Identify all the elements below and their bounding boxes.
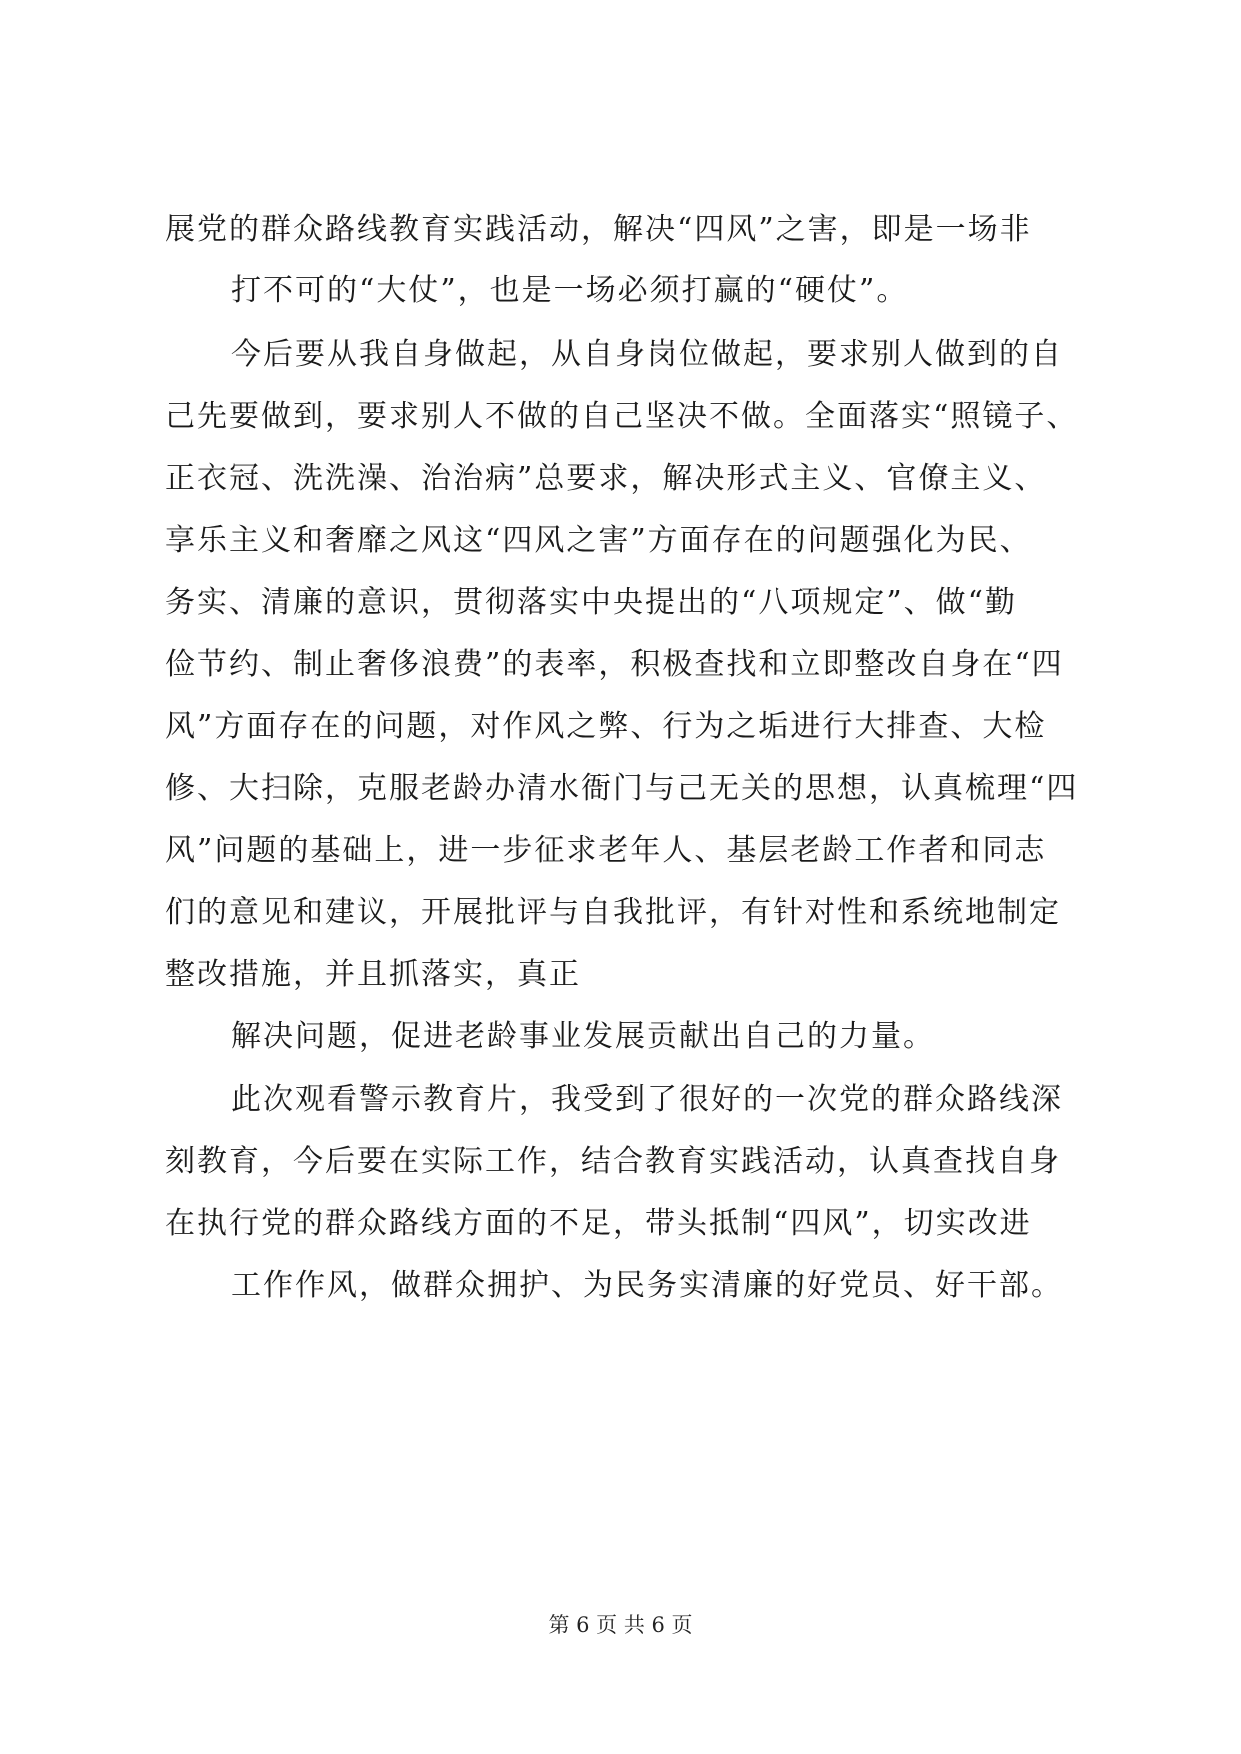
body-text-line: 展党的群众路线教育实践活动，解决“四风”之害，即是一场非 bbox=[165, 212, 1032, 247]
body-text-line: 享乐主义和奢靡之风这“四风之害”方面存在的问题强化为民、 bbox=[165, 523, 1032, 558]
body-text-line: 今后要从我自身做起，从自身岗位做起，要求别人做到的自 bbox=[231, 337, 1063, 372]
body-text-line: 风”方面存在的问题，对作风之弊、行为之垢进行大排查、大检 bbox=[165, 709, 1047, 744]
body-text-line: 解决问题，促进老龄事业发展贡献出自己的力量。 bbox=[231, 1019, 935, 1054]
body-text-line: 修、大扫除，克服老龄办清水衙门与己无关的思想，认真梳理“四 bbox=[165, 771, 1079, 806]
body-text-line: 工作作风，做群众拥护、为民务实清廉的好党员、好干部。 bbox=[231, 1268, 1063, 1303]
body-text-line: 此次观看警示教育片，我受到了很好的一次党的群众路线深 bbox=[231, 1082, 1063, 1117]
page-number-footer: 第 6 页 共 6 页 bbox=[548, 1613, 693, 1637]
body-text-line: 己先要做到，要求别人不做的自己坚决不做。全面落实“照镜子、 bbox=[165, 399, 1079, 434]
body-text-line: 刻教育，今后要在实际工作，结合教育实践活动，认真查找自身 bbox=[165, 1144, 1061, 1179]
body-text-line: 务实、清廉的意识，贯彻落实中央提出的“八项规定”、做“勤 bbox=[165, 585, 1018, 620]
body-text-line: 整改措施，并且抓落实，真正 bbox=[165, 957, 581, 992]
body-text-line: 俭节约、制止奢侈浪费”的表率，积极查找和立即整改自身在“四 bbox=[165, 647, 1064, 682]
body-text-line: 正衣冠、洗洗澡、治治病”总要求，解决形式主义、官僚主义、 bbox=[165, 461, 1047, 496]
body-text-line: 们的意见和建议，开展批评与自我批评，有针对性和系统地制定 bbox=[165, 895, 1061, 930]
body-text-line: 风”问题的基础上，进一步征求老年人、基层老龄工作者和同志 bbox=[165, 833, 1047, 868]
body-text-line: 在执行党的群众路线方面的不足，带头抵制“四风”，切实改进 bbox=[165, 1206, 1032, 1241]
body-text-line: 打不可的“大仗”，也是一场必须打赢的“硬仗”。 bbox=[231, 273, 909, 308]
